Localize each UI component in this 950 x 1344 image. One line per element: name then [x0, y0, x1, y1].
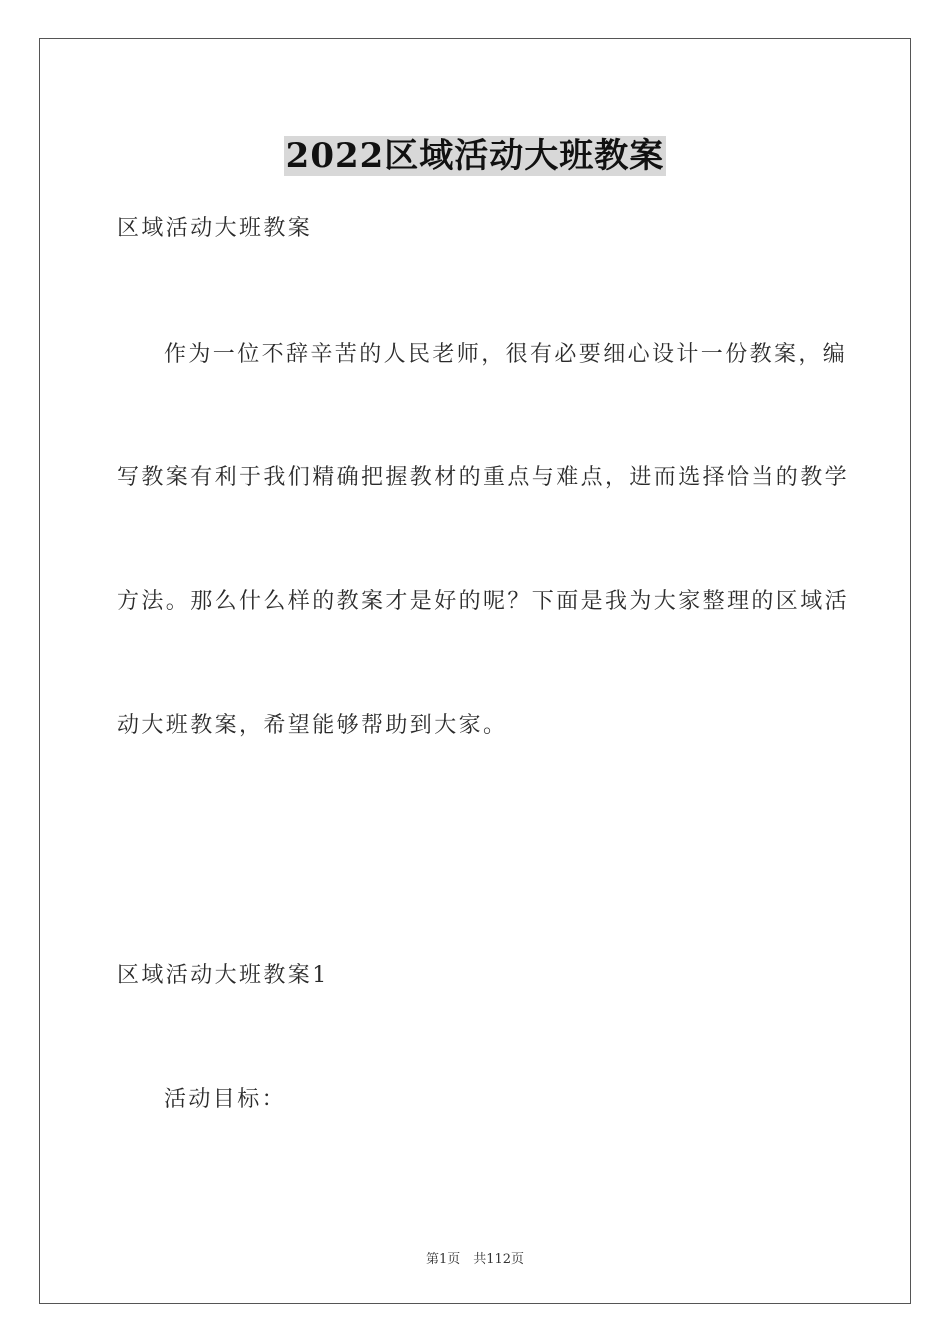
intro-line-1: 作为一位不辞辛苦的人民老师，很有必要细心设计一份教案，编 [164, 342, 848, 367]
section-heading: 区域活动大班教案1 [117, 963, 329, 988]
document-title: 2022区域活动大班教案 [285, 136, 665, 176]
intro-line-3: 方法。那么什么样的教案才是好的呢？下面是我为大家整理的区域活 [117, 589, 850, 614]
intro-line-4: 动大班教案，希望能够帮助到大家。 [117, 713, 508, 738]
intro-line-2: 写教案有利于我们精确把握教材的重点与难点，进而选择恰当的教学 [117, 465, 850, 490]
activity-goal-label: 活动目标： [164, 1087, 287, 1112]
subtitle: 区域活动大班教案 [117, 216, 313, 241]
document-title-block [0, 128, 950, 177]
page-footer: 第1页 共112页 [425, 1252, 525, 1267]
